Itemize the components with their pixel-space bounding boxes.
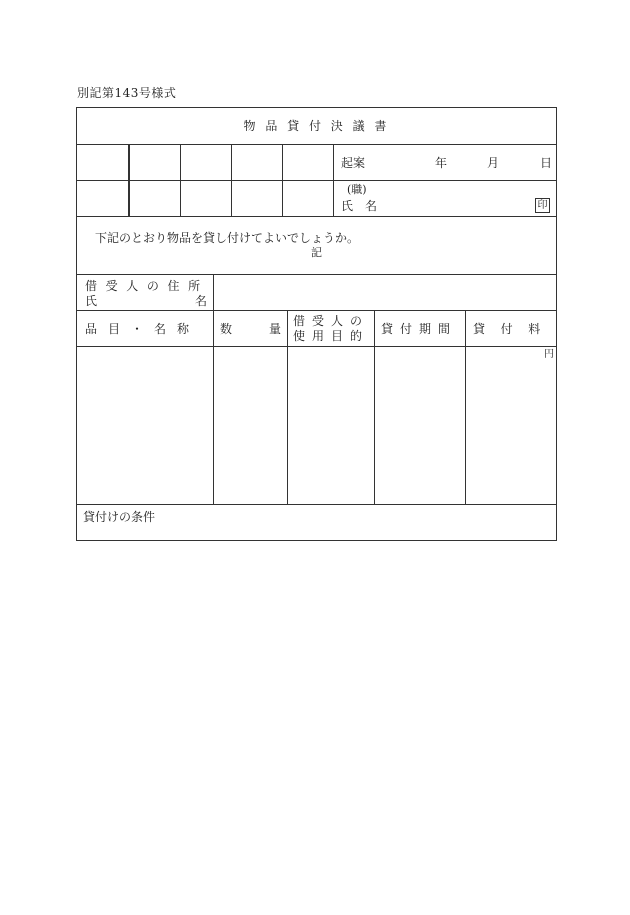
draft-date-label: 起案 [341, 156, 366, 170]
purpose-header-line2: 使 用 目 的 [293, 329, 364, 343]
name-label: 氏 名 [341, 199, 378, 213]
loan-resolution-form [76, 107, 557, 541]
form-title: 物 品 貸 付 決 議 書 [243, 119, 390, 133]
yen-unit: 円 [544, 349, 554, 360]
loan-period-cell[interactable] [375, 347, 465, 504]
purpose-header-line1: 借 受 人 の [293, 314, 364, 328]
divider [77, 180, 556, 181]
loan-fee-header: 貸 付 料 [473, 322, 543, 336]
purpose-cell[interactable] [288, 347, 374, 504]
quantity-header: 数 量 [220, 322, 281, 336]
month-label: 月 [487, 156, 500, 170]
item-name-header: 品 目 ・ 名 称 [85, 322, 193, 336]
borrower-label-line1: 借 受 人 の 住 所 [85, 279, 203, 293]
quantity-cell[interactable] [214, 347, 287, 504]
conditions-field[interactable] [77, 505, 556, 540]
day-label: 日 [540, 156, 553, 170]
borrower-address-field[interactable] [214, 275, 556, 310]
approval-stamp-box[interactable] [283, 144, 333, 180]
conditions-label: 貸付けの条件 [83, 510, 156, 524]
loan-period-header: 貸 付 期 間 [381, 322, 452, 336]
item-name-cell[interactable] [77, 347, 213, 504]
borrower-label-line2: 氏 名 [85, 294, 207, 308]
year-label: 年 [435, 156, 448, 170]
divider [77, 216, 556, 217]
approval-stamp-box[interactable] [77, 144, 128, 180]
ki-label: 記 [311, 246, 322, 259]
seal-mark: 印 [535, 198, 550, 213]
form-number-label: 別記第143号様式 [77, 86, 177, 100]
divider [77, 310, 556, 311]
position-label: (職) [347, 183, 367, 196]
approval-stamp-box[interactable] [232, 144, 282, 180]
approval-stamp-box[interactable] [129, 144, 180, 180]
approval-stamp-box[interactable] [181, 144, 231, 180]
request-text: 下記のとおり物品を貸し付けてよいでしょうか。 [95, 231, 360, 245]
loan-fee-cell[interactable] [466, 347, 556, 504]
